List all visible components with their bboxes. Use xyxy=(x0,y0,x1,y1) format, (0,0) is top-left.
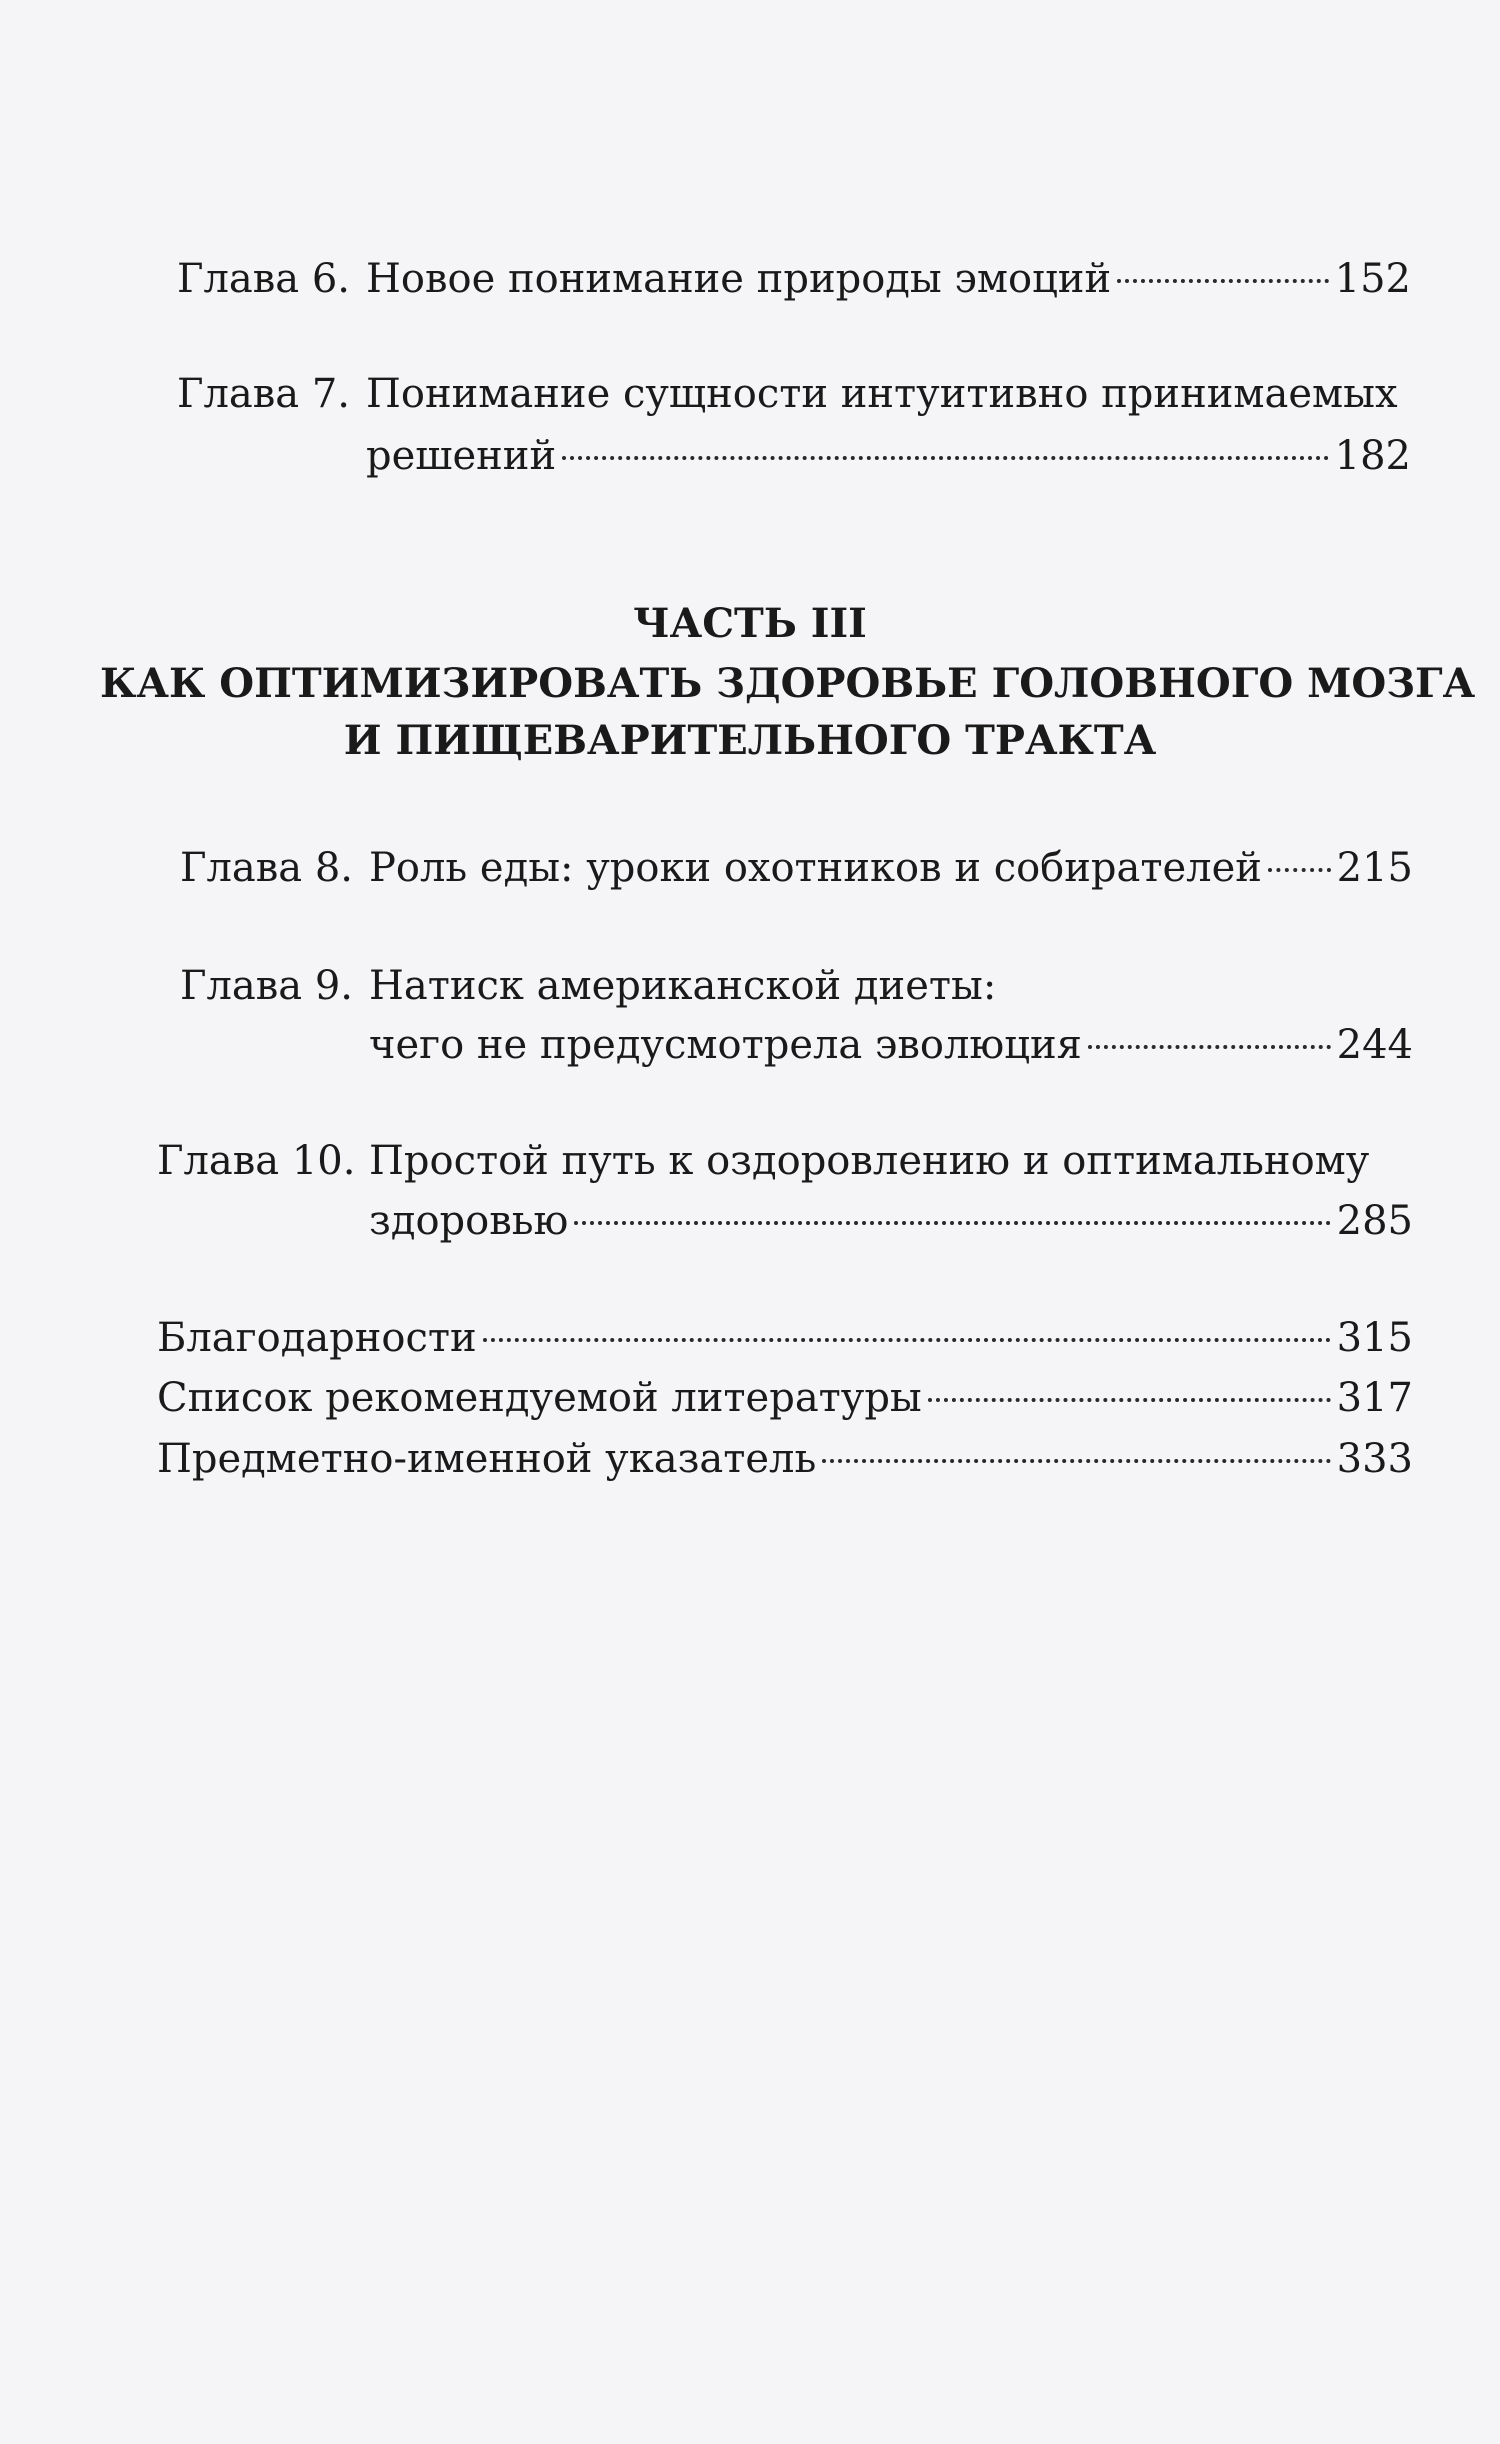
back-matter-title: Список рекомендуемой литературы xyxy=(157,1375,922,1421)
page-number: 317 xyxy=(1336,1375,1413,1421)
dot-leader xyxy=(483,1338,1331,1342)
page-number: 152 xyxy=(1334,256,1411,302)
toc-line xyxy=(157,1367,1413,1429)
toc-line xyxy=(369,1190,1413,1252)
chapter-label: Глава 6. xyxy=(177,256,350,302)
chapter-title-line-2: чего не предусмотрела эволюция xyxy=(369,1022,1082,1068)
back-matter-title: Благодарности xyxy=(157,1315,477,1361)
chapter-label: Глава 7. xyxy=(177,371,350,417)
chapter-title-line-1: Понимание сущности интуитивно принимаемых xyxy=(366,371,1398,417)
dot-leader xyxy=(1268,868,1331,872)
page-number: 182 xyxy=(1334,433,1411,479)
page-number: 333 xyxy=(1336,1436,1413,1482)
part-title-line-1: КАК ОПТИМИЗИРОВАТЬ ЗДОРОВЬЕ ГОЛОВНОГО МОЗГА xyxy=(100,660,1476,707)
chapter-title: Роль еды: уроки охотников и собирателей xyxy=(369,845,1262,891)
chapter-title-line-2: решений xyxy=(366,433,557,479)
part-title-line-2: И ПИЩЕВАРИТЕЛЬНОГО ТРАКТА xyxy=(343,717,1157,764)
toc-line xyxy=(157,1307,1413,1369)
toc-line xyxy=(369,1014,1413,1076)
dot-leader xyxy=(822,1459,1330,1463)
chapter-title-line-1: Натиск американской диеты: xyxy=(369,963,997,1009)
dot-leader xyxy=(574,1221,1330,1225)
page-number: 244 xyxy=(1336,1022,1413,1068)
part-number: ЧАСТЬ III xyxy=(633,600,867,647)
toc-line xyxy=(369,837,1413,899)
page-number: 315 xyxy=(1336,1315,1413,1361)
toc-line xyxy=(157,1428,1413,1490)
back-matter-title: Предметно-именной указатель xyxy=(157,1436,817,1482)
chapter-title-line-2: здоровью xyxy=(369,1198,569,1244)
dot-leader xyxy=(1088,1045,1331,1049)
chapter-label: Глава 10. xyxy=(157,1138,356,1184)
chapter-title: Новое понимание природы эмоций xyxy=(366,256,1112,302)
chapter-label: Глава 9. xyxy=(180,963,353,1009)
page-number: 215 xyxy=(1336,845,1413,891)
page-number: 285 xyxy=(1336,1198,1413,1244)
dot-leader xyxy=(928,1398,1331,1402)
chapter-label: Глава 8. xyxy=(180,845,353,891)
chapter-title-line-1: Простой путь к оздоровлению и оптимальному xyxy=(369,1138,1370,1184)
